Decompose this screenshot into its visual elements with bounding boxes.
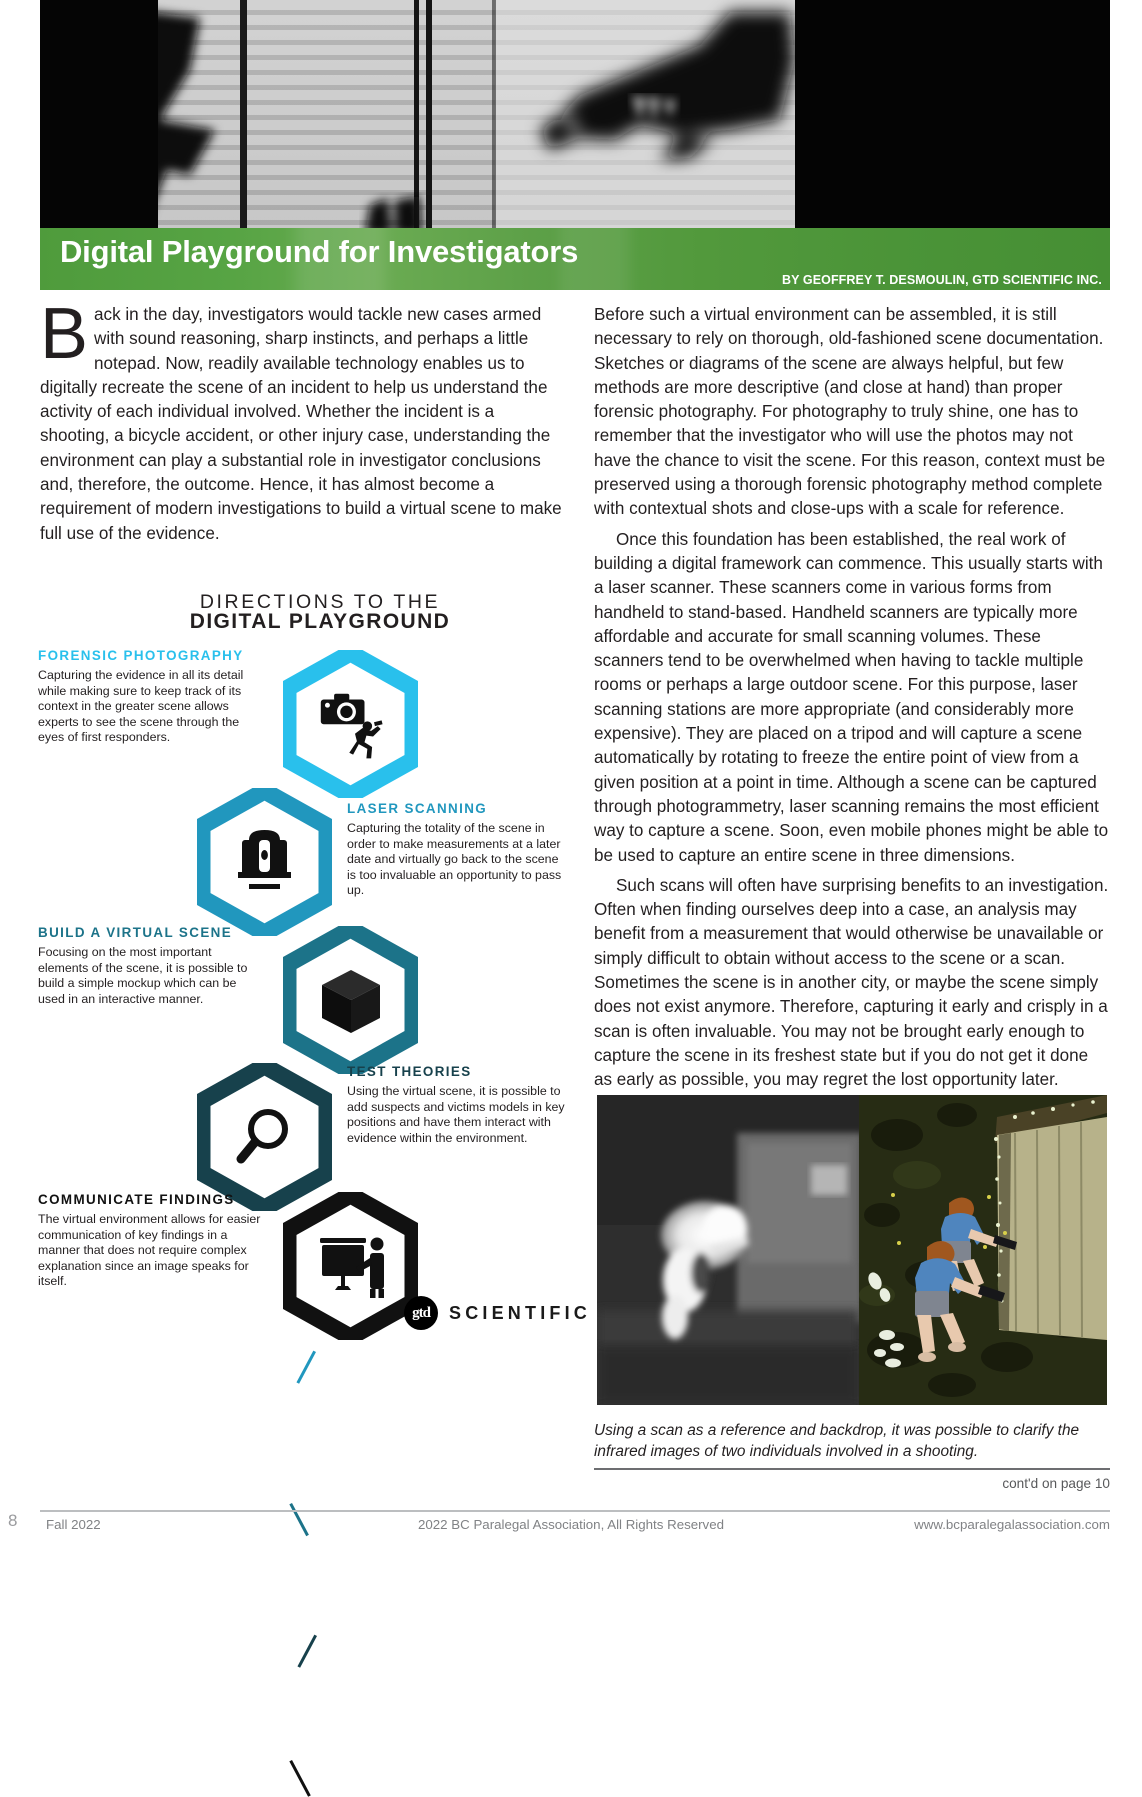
drop-cap: B [40,294,89,374]
lead-paragraph-text: ack in the day, investigators would tackle new cases armed with sound reasoning, sharp instincts, and perhaps a little notepad. Now, readily available technology enables us to digitally recreate the scene of an incident to help us understand the activity of each individual involved. Whether the incident is a shooting, a bicycle accident, or other injury case, understanding the environment can play a substantial role in investigator conclusions and, therefore, the outcome. Hence, it has almost become a requirement of modern investigations to build a virtual scene to make full use of the evidence. [40,305,562,543]
body-paragraph: Before such a virtual environment can be assembled, it is still necessary to rely on thorough, old-fashioned scene documentation. Sketches or diagrams of the scene are always helpful, but few methods are more descriptive (and close at hand) than proper forensic photography. For photography to truly shine, one has to remember that the investigator who will use the photos may not have the chance to visit the scene. For this reason, context must be preserved using a thorough forensic photography method complete with contextual shots and close-ups with a scale for reference. [594,305,1106,519]
continued-note: cont'd on page 10 [1002,1476,1110,1491]
connector-line [296,1351,316,1384]
connector-line [297,1635,317,1668]
figure-image [597,1095,1107,1405]
page-number: 8 [8,1511,18,1530]
step-heading: FORENSIC PHOTOGRAPHY [38,648,244,663]
left-column [40,294,568,546]
footer-rule [40,1510,1110,1512]
step-body: Focusing on the most important elements of the scene, it is possible to build a simple mockup which can be used in an interactive manner. [38,945,248,1006]
page-title: Digital Playground for Investigators [60,234,579,269]
step-heading: COMMUNICATE FINDINGS [38,1192,235,1207]
body-paragraph: Such scans will often have surprising benefits to an investigation. Often when finding ourselves deep into a case, an analysis may benefit from a measurement that would otherwise be unavailable or simply difficult to obtain without access to the scene or a scan. Sometimes the scene is in another city, or maybe the scene simply does not exist anymore. Therefore, capturing it early and crisply in a scan is often invaluable. You may not be brought early enough to capture the scene in its freshest state but if you do not get it done as early as possible, you may regret the lost opportunity later. [594,875,1109,1090]
lead-paragraph [40,294,568,546]
infographic-title-line2: DIGITAL PLAYGROUND [189,610,451,633]
step-text-forensic-photography [38,648,266,746]
hexagon-communicate-findings [283,1192,418,1340]
hand-shadow-photo [40,0,1110,235]
caption-rule [594,1468,1110,1470]
footer-issue: Fall 2022 [46,1517,101,1532]
footer-website: www.bcparalegalassociation.com [914,1517,1110,1532]
infographic-title [170,592,470,632]
step-body: Using the virtual scene, it is possible to add suspects and victims models in key positions and have them interact with evidence within the environment. [347,1084,565,1145]
footer-copyright: 2022 BC Paralegal Association, All Rights Reserved [418,1517,724,1532]
step-body: Capturing the evidence in all its detail while making sure to keep track of its context in the greater scene allows experts to see the scene through the eyes of first responders. [38,668,244,745]
gtd-scientific-logo [404,1296,591,1330]
hero-banner-image [40,0,1110,235]
step-text-communicate-findings [38,1192,266,1290]
step-heading: LASER SCANNING [347,801,488,816]
gtd-logo-mark: gtd [404,1296,438,1330]
infographic-title-line1: DIRECTIONS TO THE [199,591,441,613]
step-heading: BUILD A VIRTUAL SCENE [38,925,233,940]
connector-line [289,1760,310,1797]
hexagon-test-theories [197,1063,332,1211]
step-body: The virtual environment allows for easier communication of key findings in a manner that does not require complex explanation since an image speaks for itself. [38,1212,261,1289]
body-paragraph: Once this foundation has been established, the real work of building a digital framework can commence. This usually starts with a laser scanner. These scanners come in various forms from handheld to stand-based. Handheld scanners are typically more affordable and accurate for small scanning volumes. These scanners tend to be overwhelmed when having to tackle multiple rooms or perhaps a large outdoor scene. For this purpose, laser scanning stations are more appropriate (and considerably more expensive). They are placed on a tripod and will capture a scene automatically by rotating to freeze the entire point of view from a given position at a point in time. Although a scene can be captured through photogrammetry, laser scanning remains the most efficient way to capture a scene. Soon, even mobile phones might be able to be used to capture an entire scene in three dimensions. [594,529,1109,865]
hexagon-build-virtual-scene [283,926,418,1074]
right-column [594,303,1110,1093]
step-text-build-virtual-scene [38,925,260,1007]
byline: BY GEOFFREY T. DESMOULIN, GTD SCIENTIFIC INC. [781,273,1102,287]
step-heading: TEST THEORIES [347,1064,472,1079]
article-title-bar [40,228,1110,290]
step-body: Capturing the totality of the scene in order to make measurements at a later date and virtually go back to the scene is too invaluable an opportunity to pass up. [347,821,562,898]
infographic [34,588,574,1338]
hexagon-laser-scanning [197,788,332,936]
step-text-test-theories [347,1064,575,1146]
step-text-laser-scanning [347,801,569,899]
gtd-logo-text: SCIENTIFIC [449,1302,592,1323]
figure-caption: Using a scan as a reference and backdrop, it was possible to clarify the infrared images of two individuals involved in a shooting. [594,1422,1080,1460]
infrared-and-3d-scan-split-image [597,1095,1107,1405]
hexagon-forensic-photography [283,650,418,798]
